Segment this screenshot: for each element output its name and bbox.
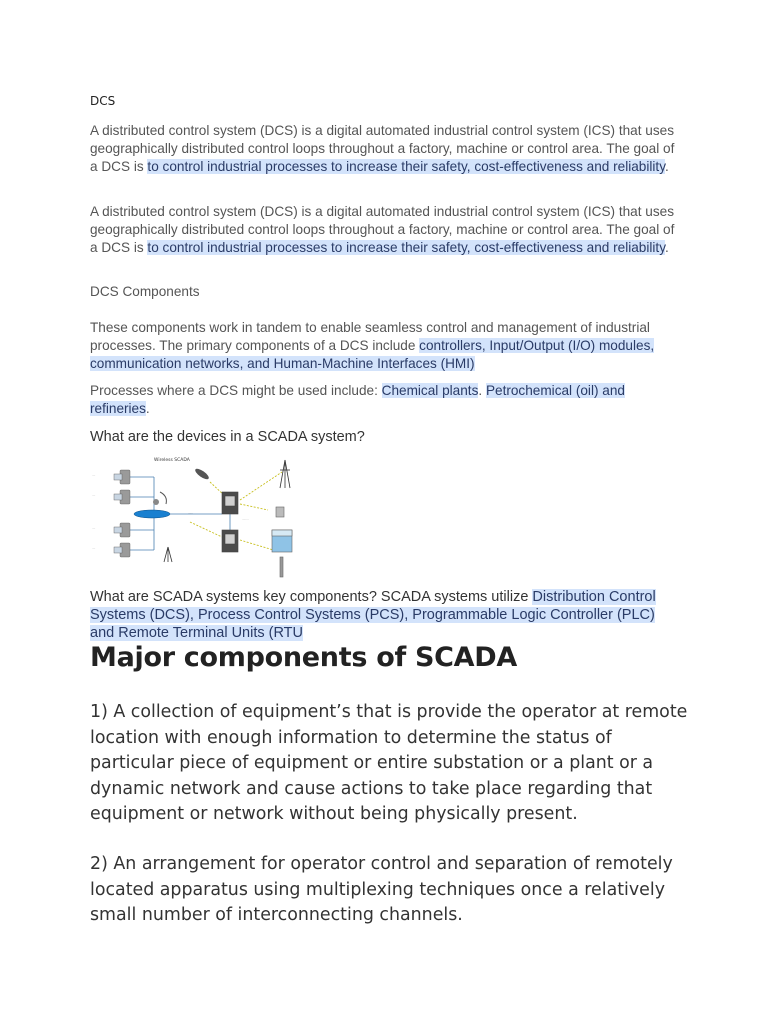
- paragraph-text: .: [665, 159, 669, 174]
- highlighted-link[interactable]: Petrochemical (oil) and refineries: [90, 383, 625, 416]
- diagram-title: Wireless SCADA: [154, 458, 190, 463]
- highlighted-text: to control industrial processes to increase their safety, cost-effectiveness and reliability: [147, 159, 665, 174]
- question-scada-devices: What are the devices in a SCADA system?: [90, 429, 365, 445]
- highlighted-text: Distribution Control Systems (DCS), Process Control Systems (PCS), Programmable Logic Controller (PLC) and Remote Terminal Units (RTU: [90, 589, 656, 641]
- subheading-dcs-components: DCS Components: [90, 284, 200, 299]
- svg-text:····: ····: [92, 547, 96, 550]
- list-item-2: 2) An arrangement for operator control and separation of remotely located apparatus using multiplexing techniques once a relatively small number of interconnecting channels.: [90, 854, 673, 925]
- list-item-1: 1) A collection of equipment’s that is provide the operator at remote location with enough information to determine the status of particular piece of equipment or entire substation or a plant or a dynamic network and cause actions to take place regarding that equipment or network without being physically present.: [90, 702, 688, 824]
- paragraph-scada-components: [90, 588, 675, 642]
- major-components-heading: Major components of SCADA: [90, 642, 517, 673]
- small-heading-dcs: DCS: [90, 94, 116, 108]
- paragraph-dcs-definition-1: [90, 122, 675, 176]
- svg-text:······: ······: [188, 512, 193, 515]
- highlighted-text: to control industrial processes to increase their safety, cost-effectiveness and reliability: [147, 240, 665, 255]
- paragraph-text: Processes where a DCS might be used include:: [90, 383, 382, 398]
- paragraph-text: A distributed control system (DCS) is a digital automated industrial control system (ICS) that uses geographically distributed control loops throughout a factory, machine or control area. The goal of a DCS is: [90, 123, 675, 174]
- svg-text:····: ····: [92, 527, 96, 530]
- scada-diagram: [90, 452, 302, 582]
- svg-text:····: ····: [92, 494, 96, 497]
- svg-text:········: ········: [242, 518, 249, 521]
- highlighted-text: controllers, Input/Output (I/O) modules, communication networks, and Human-Machine Interfaces (HMI): [90, 338, 655, 371]
- paragraph-text: .: [665, 240, 669, 255]
- paragraph-dcs-components: [90, 319, 675, 373]
- paragraph-text: A distributed control system (DCS) is a digital automated industrial control system (ICS) that uses geographically distributed control loops throughout a factory, machine or control area. The goal of a DCS is: [90, 204, 675, 255]
- svg-text:····: ····: [92, 474, 96, 477]
- paragraph-text: These components work in tandem to enable seamless control and management of industrial processes. The primary components of a DCS include: [90, 320, 650, 353]
- paragraph-dcs-definition-2: [90, 203, 675, 257]
- highlighted-link[interactable]: Chemical plants: [381, 383, 479, 398]
- paragraph-text: What are SCADA systems key components? SCADA systems utilize: [90, 589, 533, 605]
- paragraph-dcs-processes: [90, 382, 675, 418]
- paragraph-text: .: [478, 383, 486, 398]
- paragraph-text: .: [145, 401, 150, 416]
